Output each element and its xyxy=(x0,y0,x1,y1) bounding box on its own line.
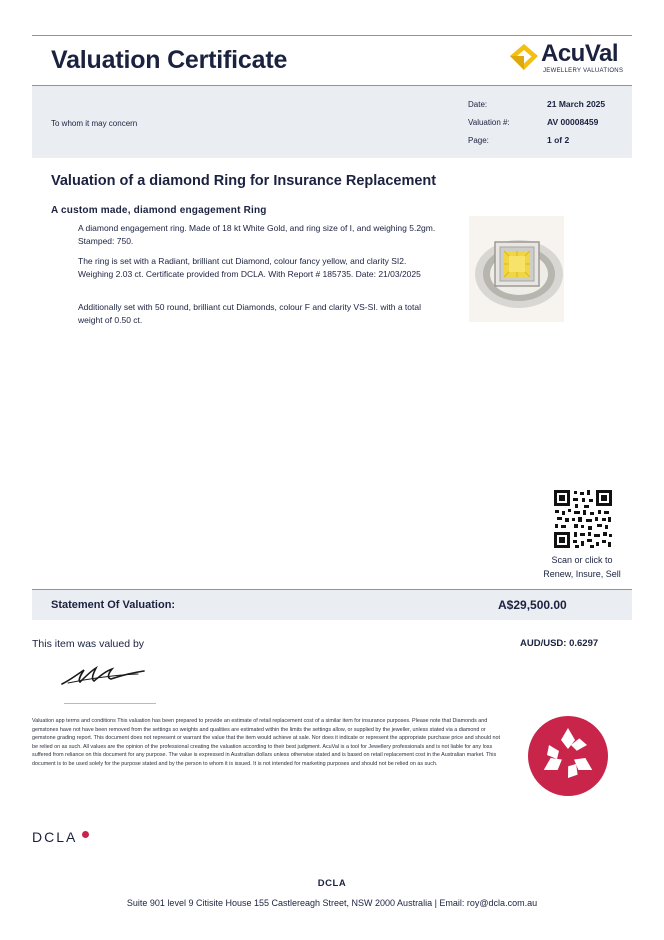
description-paragraph: A diamond engagement ring. Made of 18 kt White Gold, and ring size of I, and weighing 5.2gm. Stamped: 750. xyxy=(78,223,436,246)
concern-text: To whom it may concern xyxy=(51,119,138,128)
exchange-rate: AUD/USD: 0.6297 xyxy=(520,638,599,649)
valued-by-text: This item was valued by xyxy=(32,638,145,650)
dcla-logo-word: DCLA xyxy=(32,829,78,845)
qr-caption-line: Scan or click to xyxy=(551,555,613,565)
ring-photo xyxy=(469,216,564,322)
footer-address: Suite 901 level 9 Citisite House 155 Castlereagh Street, NSW 2000 Australia | Email: roy@dcla.com.au xyxy=(126,898,538,908)
date-value: 21 March 2025 xyxy=(547,99,606,109)
page-value: 1 of 2 xyxy=(547,135,570,145)
valuation-number-label: Valuation #: xyxy=(468,118,510,127)
qr-caption xyxy=(532,553,632,581)
logo-tagline: JEWELLERY VALUATIONS xyxy=(543,68,624,74)
statement-band xyxy=(32,589,632,620)
date-label: Date: xyxy=(468,100,488,109)
acuval-logo xyxy=(507,40,632,80)
info-band xyxy=(32,86,632,158)
qr-code[interactable] xyxy=(554,490,612,548)
valuation-heading: Valuation of a diamond Ring for Insurance Replacement xyxy=(51,173,437,189)
terms-and-conditions: Valuation app terms and conditions This valuation has been prepared to provide an estimate of retail replacement cost of a similar item for insurance purposes. Please note that Diamonds and gemstones have not have been removed from the settings so weights and qualities are estimated within the limits the settings allow, or supplied by the jeweller, unless stated via a diamond or gemstone grading report. This document does not represent or warrant the value that the item would achieve at sale. Nor does it indicate or represent the appropriate purchase price and should not be relied on as such. All values are the opinion of the professional creating the valuation according to their best judgment. AcuVal is a tool for Jewellery professionals and is not liable for any loss suffered from reliance on this document for any purpose. The value is expressed in Australian dollars unless otherwise stated and is based on retail replacement cost in the Australian market. This document is to be used solely for the purpose stated and by the person to whom it is issued. It is not intended for marketing purposes and should not be relied on as such. xyxy=(32,718,500,767)
top-rule xyxy=(32,35,632,36)
valuer-signature xyxy=(58,662,148,690)
item-subheading: A custom made, diamond engagement Ring xyxy=(51,205,267,216)
footer-company: DCLA xyxy=(317,878,347,889)
valuation-number-value: AV 00008459 xyxy=(547,117,599,127)
dcla-badge-icon xyxy=(527,715,609,797)
statement-value: A$29,500.00 xyxy=(498,598,567,612)
acuval-diamond-icon xyxy=(507,40,541,74)
signature-rule xyxy=(64,703,156,704)
page-title: Valuation Certificate xyxy=(51,46,288,74)
dcla-logo-dot-icon xyxy=(82,831,89,838)
dcla-logo xyxy=(32,829,94,849)
description-paragraph: The ring is set with a Radiant, brilliant cut Diamond, colour fancy yellow, and clarity SI2. Weighing 2.03 ct. Certificate provided from DCLA. With Report # 185735. Date: 21/03/2025 xyxy=(78,256,421,279)
qr-caption-line: Renew, Insure, Sell xyxy=(543,569,621,579)
statement-label: Statement Of Valuation: xyxy=(51,599,176,611)
description-paragraph: Additionally set with 50 round, brilliant cut Diamonds, colour F and clarity VS-SI. with a total weight of 0.50 ct. xyxy=(78,302,421,325)
page-label: Page: xyxy=(468,136,489,145)
logo-name: AcuVal xyxy=(541,40,619,67)
